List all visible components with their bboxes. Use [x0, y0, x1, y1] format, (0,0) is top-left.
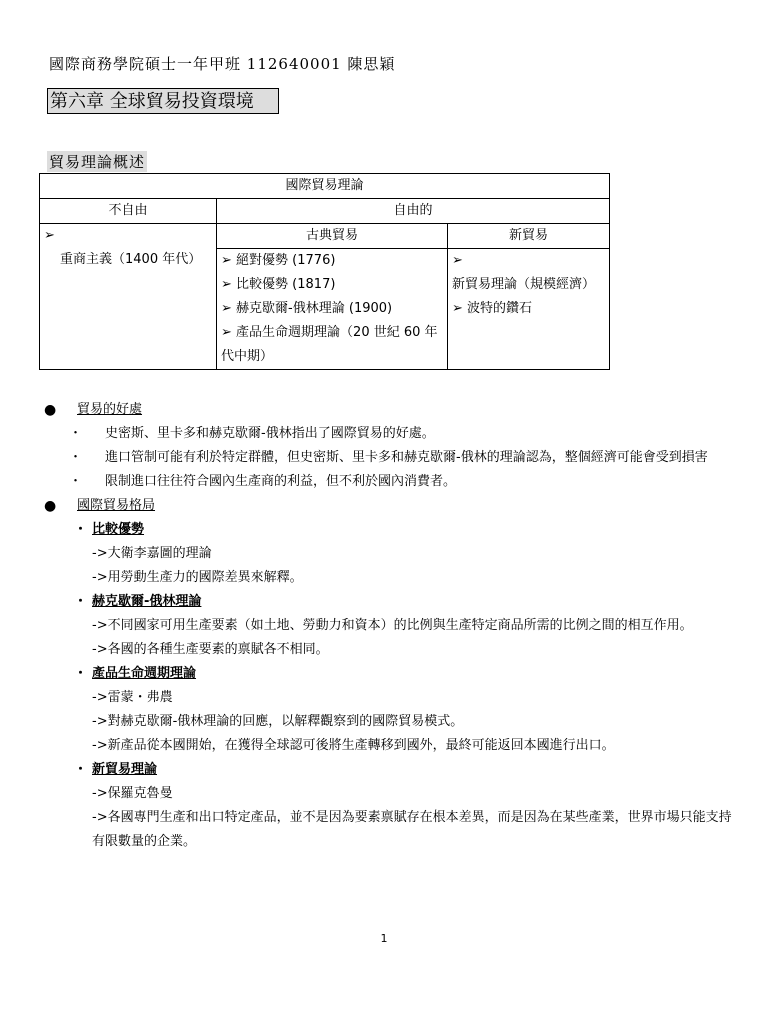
mid-dot-icon: ・ — [74, 522, 88, 537]
note-line: ->新產品從本國開始，在獲得全球認可後將生產轉移到國外，最終可能返回本國進行出口。 — [92, 738, 615, 753]
list-item: ➢重商主義（1400 年代） — [44, 224, 212, 272]
arrow-bullet-icon: ➢ — [221, 253, 232, 268]
subheading: ・ 比較優勢 — [44, 518, 734, 542]
note-line: ->各國專門生產和出口特定產品，並不是因為要素禀賦存在根本差異，而是因為在某些產業，世界市場只能支持有限數量的企業。 — [92, 810, 732, 849]
list-item: ➢ 波特的鑽石 — [452, 301, 533, 316]
list-item: ➢ 赫克歇爾-俄林理論 (1900) — [221, 301, 393, 316]
mid-dot-icon: ・ — [74, 666, 88, 681]
benefits-heading: ● 貿易的好處 — [44, 398, 734, 422]
arrow-bullet-icon: ➢ — [221, 277, 232, 292]
notes-body — [44, 398, 734, 854]
list-item: ➢ 產品生命週期理論（20 世紀 60 年代中期） — [221, 325, 438, 364]
subheading: ・ 產品生命週期理論 — [44, 662, 734, 686]
mid-dot-icon: ・ — [69, 474, 83, 489]
mid-dot-icon: ・ — [69, 450, 83, 465]
not-free-header: 不自由 — [40, 199, 217, 224]
mid-dot-icon: ・ — [69, 426, 83, 441]
note-line: ->不同國家可用生產要素（如土地、勞動力和資本）的比例與生產特定商品所需的比例之間的相互作用。 — [92, 618, 693, 633]
arrow-bullet-icon: ➢ — [452, 301, 463, 316]
note-line: ->對赫克歇爾-俄林理論的回應，以解釋觀察到的國際貿易模式。 — [92, 714, 464, 729]
note-line: ->大衛李嘉圖的理論 — [92, 546, 212, 561]
bullet-dot-icon: ● — [44, 402, 57, 418]
note-line: ->保羅克魯曼 — [92, 786, 173, 801]
new-trade-cell — [448, 249, 610, 370]
bullet-dot-icon: ● — [44, 498, 57, 514]
list-item: ・ 史密斯、里卡多和赫克歇爾-俄林指出了國際貿易的好處。 — [44, 422, 734, 446]
arrow-bullet-icon: ➢ — [221, 301, 232, 316]
author-header: 國際商務學院碩士一年甲班 112640001 陳思穎 — [49, 55, 396, 73]
note-line: ->雷蒙・弗農 — [92, 690, 173, 705]
page-number: 1 — [380, 932, 388, 945]
note-line: ->各國的各種生產要素的禀賦各不相同。 — [92, 642, 329, 657]
not-free-cell — [40, 224, 217, 370]
free-header: 自由的 — [217, 199, 610, 224]
new-trade-header: 新貿易 — [448, 224, 610, 249]
trade-theory-table — [39, 173, 610, 370]
mid-dot-icon: ・ — [74, 762, 88, 777]
subheading: ・ 新貿易理論 — [44, 758, 734, 782]
classic-header: 古典貿易 — [217, 224, 448, 249]
classic-cell — [217, 249, 448, 370]
list-item: ➢ 新貿易理論（規模經濟） — [452, 253, 596, 292]
patterns-heading: ● 國際貿易格局 — [44, 494, 734, 518]
arrow-bullet-icon: ➢ — [44, 228, 55, 243]
list-item: ・ 進口管制可能有利於特定群體，但史密斯、里卡多和赫克歇爾-俄林的理論認為，整個經濟可能會受到損害 — [44, 446, 734, 470]
note-line: ->用勞動生產力的國際差異來解釋。 — [92, 570, 303, 585]
table-title-cell: 國際貿易理論 — [40, 174, 610, 199]
section-title: 貿易理論概述 — [49, 153, 146, 171]
arrow-bullet-icon: ➢ — [221, 325, 232, 340]
chapter-title: 第六章 全球貿易投資環境 — [47, 88, 279, 114]
subheading: ・ 赫克歇爾-俄林理論 — [44, 590, 734, 614]
list-item: ➢ 比較優勢 (1817) — [221, 277, 336, 292]
mid-dot-icon: ・ — [74, 594, 88, 609]
list-item: ➢ 絕對優勢 (1776) — [221, 253, 336, 268]
list-item: ・ 限制進口往往符合國內生產商的利益，但不利於國內消費者。 — [44, 470, 734, 494]
arrow-bullet-icon: ➢ — [452, 253, 463, 268]
